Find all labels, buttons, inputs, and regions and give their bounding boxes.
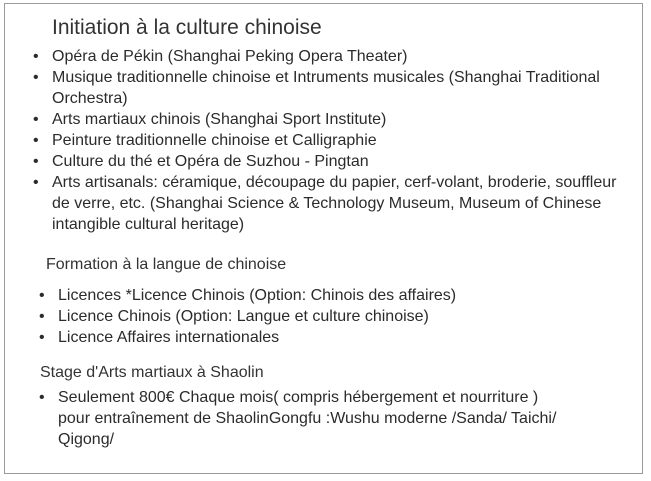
list-item [33,130,628,151]
bullet-icon: • [39,389,45,406]
list-item-text: Peinture traditionnelle chinoise et Calligraphie [52,132,377,149]
section-title-language: Formation à la langue de chinoise [46,256,287,273]
list-item [39,285,619,306]
martial-arts-list [39,387,559,450]
section-title-culture: Initiation à la culture chinoise [52,16,322,39]
list-item-text: Arts artisanals: céramique, découpage du papier, cerf-volant, broderie, souffleur de verre, etc. (Shanghai Science & Technology Museum, Museum of Chinese intangible cultural heritage) [52,174,617,233]
section-title-martial-arts: Stage d'Arts martiaux à Shaolin [40,364,264,381]
culture-list [33,46,628,235]
list-item-text: Seulement 800€ Chaque mois( compris hébergement et nourriture ) pour entraînement de ShaolinGongfu :Wushu moderne /Sanda/ Taichi/ Qigong/ [58,389,557,448]
bullet-icon: • [33,111,39,128]
bullet-icon: • [39,287,45,304]
bullet-icon: • [39,308,45,325]
list-item [33,109,628,130]
list-item [33,151,628,172]
list-item-text: Culture du thé et Opéra de Suzhou - Pingtan [52,153,369,170]
list-item [39,306,619,327]
bullet-icon: • [33,153,39,170]
list-item-text: Opéra de Pékin (Shanghai Peking Opera Theater) [52,48,408,65]
language-list [39,285,619,348]
list-item [33,46,628,67]
list-item-text: Licence Chinois (Option: Langue et culture chinoise) [58,308,429,325]
list-item [39,387,559,450]
bullet-icon: • [33,48,39,65]
bullet-icon: • [33,132,39,149]
list-item [33,67,628,109]
list-item [33,172,628,235]
bullet-icon: • [33,69,39,86]
list-item-text: Musique traditionnelle chinoise et Intruments musicales (Shanghai Traditional Orchestra) [52,69,600,107]
list-item-text: Licence Affaires internationales [58,329,280,346]
list-item-text: Licences *Licence Chinois (Option: Chinois des affaires) [58,287,457,304]
list-item-text: Arts martiaux chinois (Shanghai Sport Institute) [52,111,387,128]
bullet-icon: • [33,174,39,191]
bullet-icon: • [39,329,45,346]
list-item [39,327,619,348]
